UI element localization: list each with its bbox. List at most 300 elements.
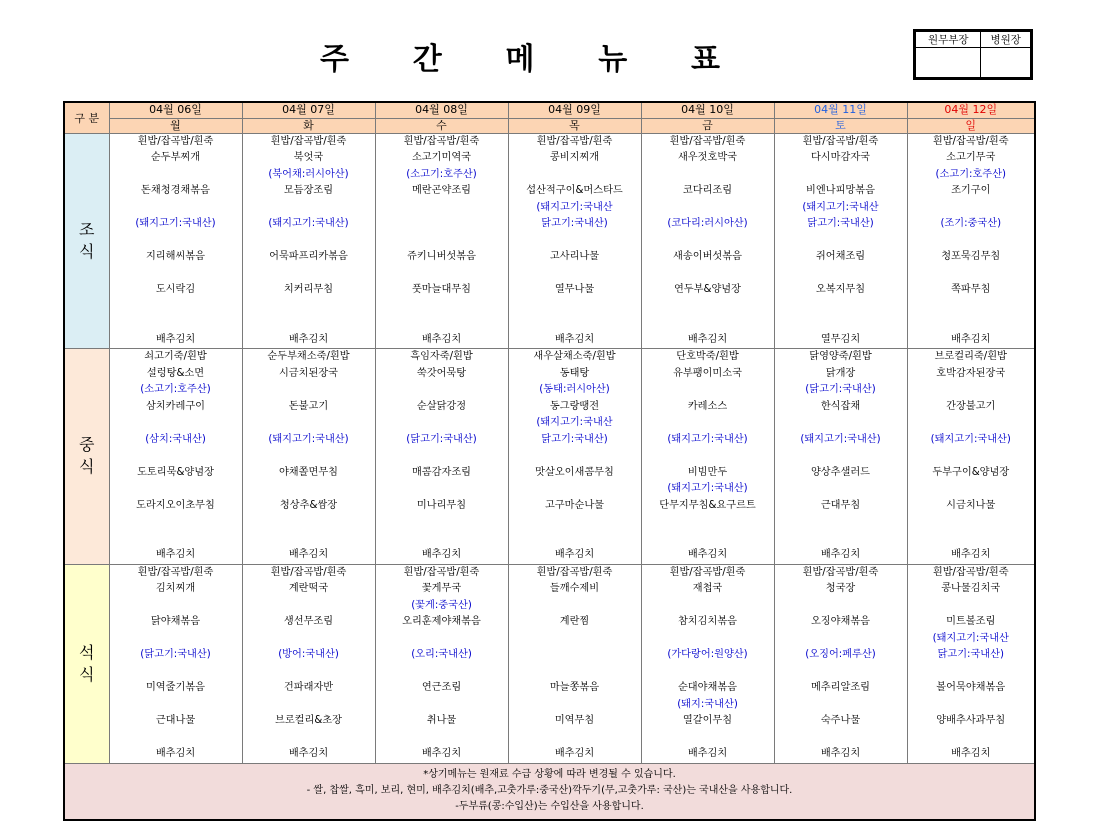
menu-item: 건파래자반 bbox=[283, 682, 334, 693]
spacer bbox=[376, 730, 508, 747]
menu-item: 어묵파프리카볶음 bbox=[269, 251, 348, 262]
spacer bbox=[110, 233, 242, 250]
spacer bbox=[775, 167, 907, 184]
title-char: 간 bbox=[412, 42, 442, 77]
approval-sign-director[interactable] bbox=[981, 48, 1031, 78]
spacer bbox=[642, 631, 774, 648]
menu-item: 돈불고기 bbox=[288, 400, 329, 412]
header-weekday: 목 bbox=[508, 118, 641, 133]
spacer bbox=[775, 415, 907, 432]
menu-item: 흰밥/잡곡밥/흰죽 bbox=[802, 135, 879, 147]
approval-sign-admin[interactable] bbox=[916, 48, 981, 78]
spacer bbox=[775, 448, 907, 465]
menu-item: 두부구이&양념장 bbox=[932, 466, 1010, 478]
menu-item: 배추김치 bbox=[554, 333, 595, 345]
spacer bbox=[243, 233, 375, 250]
spacer bbox=[110, 531, 242, 548]
dinner-row bbox=[64, 564, 1035, 763]
origin-note: (돼지고기:국내산) bbox=[135, 218, 216, 229]
origin-note: (가다랑어:원양산) bbox=[667, 649, 748, 660]
header-weekday-sunday: 일 bbox=[907, 118, 1035, 133]
origin-note: (북어채:러시아산) bbox=[268, 168, 349, 180]
spacer bbox=[775, 730, 907, 747]
spacer bbox=[376, 631, 508, 648]
lunch-cell-day-1 bbox=[109, 349, 242, 565]
menu-item: 닭영양죽/흰밥 bbox=[809, 351, 872, 362]
spacer bbox=[775, 233, 907, 250]
title-char: 뉴 bbox=[598, 42, 628, 77]
header-weekday: 수 bbox=[375, 118, 508, 133]
spacer bbox=[509, 514, 641, 531]
spacer bbox=[376, 697, 508, 714]
origin-note: (돼지고기:국내산 bbox=[536, 201, 613, 213]
title-char: 주 bbox=[320, 42, 349, 77]
menu-item: 참치김치볶음 bbox=[677, 616, 738, 627]
breakfast-cell-day-3 bbox=[375, 133, 508, 349]
menu-item: 코다리조림 bbox=[682, 185, 733, 196]
spacer bbox=[376, 266, 508, 283]
note-line: *상기메뉴는 원재료 수급 상황에 따라 변경될 수 있습니다. bbox=[423, 769, 676, 781]
origin-note: 닭고기:국내산) bbox=[807, 218, 874, 229]
menu-item: 쥐어채조림 bbox=[815, 251, 866, 262]
spacer bbox=[509, 299, 641, 316]
origin-note: 닭고기:국내산) bbox=[937, 649, 1004, 660]
spacer bbox=[243, 382, 375, 399]
header-date: 04월 10일 bbox=[641, 102, 774, 118]
menu-item: 배추김치 bbox=[155, 748, 196, 759]
menu-item: 메추리알조림 bbox=[810, 682, 871, 693]
section-label-lunch: 중 식 bbox=[64, 349, 109, 565]
dinner-cell-day-2 bbox=[242, 564, 375, 763]
spacer bbox=[110, 266, 242, 283]
menu-item: 배추김치 bbox=[951, 748, 991, 759]
menu-item: 맛살오이새콤무침 bbox=[535, 466, 614, 478]
spacer bbox=[243, 664, 375, 681]
spacer bbox=[509, 664, 641, 681]
spacer bbox=[775, 531, 907, 548]
lunch-row bbox=[64, 349, 1035, 565]
header-date-sunday: 04월 12일 bbox=[907, 102, 1035, 118]
menu-item: 마늘쫑볶음 bbox=[549, 682, 600, 693]
menu-item: 배추김치 bbox=[554, 549, 595, 560]
menu-item: 동태탕 bbox=[559, 367, 590, 379]
menu-item: 새우살채소죽/흰밥 bbox=[533, 351, 616, 362]
menu-item: 양배추사과무침 bbox=[936, 715, 1006, 726]
lunch-cell-day-5 bbox=[641, 349, 774, 565]
menu-item: 흰밥/잡곡밥/흰죽 bbox=[270, 566, 347, 578]
menu-item: 재첩국 bbox=[692, 583, 723, 594]
spacer bbox=[110, 514, 242, 531]
origin-note: (돼지고기:국내산) bbox=[930, 433, 1011, 445]
menu-item: 배추김치 bbox=[820, 748, 861, 759]
spacer bbox=[908, 315, 1035, 332]
spacer bbox=[642, 382, 774, 399]
spacer bbox=[775, 631, 907, 648]
spacer bbox=[110, 299, 242, 316]
menu-item: 순살닭강정 bbox=[416, 400, 467, 412]
spacer bbox=[243, 531, 375, 548]
menu-item: 단호박죽/흰밥 bbox=[676, 351, 739, 362]
menu-item: 들깨수제비 bbox=[549, 583, 600, 594]
dinner-cell-day-7 bbox=[907, 564, 1035, 763]
menu-item: 지리해씨볶음 bbox=[145, 251, 206, 262]
menu-item: 매콤감자조림 bbox=[411, 466, 472, 478]
spacer bbox=[376, 448, 508, 465]
dinner-cell-day-6 bbox=[774, 564, 907, 763]
origin-note: (돼지고기:국내산) bbox=[667, 483, 748, 494]
spacer bbox=[509, 631, 641, 648]
menu-item: 닭개장 bbox=[825, 367, 856, 379]
spacer bbox=[110, 200, 242, 217]
header-weekday: 금 bbox=[641, 118, 774, 133]
spacer bbox=[110, 697, 242, 714]
origin-note: (돼지고기:국내산) bbox=[800, 433, 881, 445]
spacer bbox=[509, 233, 641, 250]
spacer bbox=[642, 200, 774, 217]
origin-note: (돼지고기:국내산 bbox=[536, 417, 613, 428]
menu-item: 배추김치 bbox=[554, 748, 595, 759]
origin-note: (돼지고기:국내산) bbox=[268, 218, 349, 229]
menu-item: 닭야채볶음 bbox=[150, 616, 201, 627]
menu-item: 동그랑땡전 bbox=[549, 400, 600, 412]
spacer bbox=[908, 382, 1035, 399]
menu-item: 생선무조림 bbox=[283, 616, 334, 627]
origin-note: (닭고기:국내산) bbox=[406, 433, 477, 445]
menu-item: 볼어묵야채볶음 bbox=[936, 682, 1006, 693]
spacer bbox=[509, 531, 641, 548]
menu-item: 고사리나물 bbox=[549, 251, 600, 262]
origin-note: (닭고기:국내산) bbox=[140, 649, 211, 660]
menu-item: 배추김치 bbox=[288, 748, 329, 759]
origin-note: (소고기:호주산) bbox=[935, 168, 1006, 180]
title-char: 메 bbox=[505, 42, 535, 77]
spacer bbox=[908, 730, 1035, 747]
origin-note: (동태:러시아산) bbox=[539, 384, 610, 395]
page-title bbox=[320, 36, 720, 76]
origin-note: (삼치:국내산) bbox=[145, 433, 206, 445]
spacer bbox=[509, 481, 641, 498]
origin-note: (코다리:러시아산) bbox=[667, 218, 748, 229]
spacer bbox=[642, 730, 774, 747]
menu-item: 꽃게무국 bbox=[421, 583, 462, 594]
menu-item: 연근조림 bbox=[421, 682, 462, 693]
spacer bbox=[908, 697, 1035, 714]
lunch-cell-day-3 bbox=[375, 349, 508, 565]
origin-note: (돼지고기:국내산 bbox=[932, 632, 1009, 644]
header-date: 04월 06일 bbox=[109, 102, 242, 118]
menu-item: 쑥갓어묵탕 bbox=[416, 367, 467, 379]
menu-item: 단무지무침&요구르트 bbox=[659, 499, 756, 511]
menu-item: 비빔만두 bbox=[687, 466, 728, 478]
menu-item: 흰밥/잡곡밥/흰죽 bbox=[403, 566, 480, 578]
breakfast-cell-day-1 bbox=[109, 133, 242, 349]
menu-item: 미역무침 bbox=[554, 715, 595, 726]
menu-item: 흰밥/잡곡밥/흰죽 bbox=[403, 135, 480, 147]
spacer bbox=[243, 697, 375, 714]
spacer bbox=[376, 216, 508, 233]
origin-note: (소고기:호주산) bbox=[140, 384, 211, 395]
menu-item: 도토리묵&양념장 bbox=[137, 466, 214, 478]
origin-note: (돼지:국내산) bbox=[677, 698, 738, 710]
spacer bbox=[243, 448, 375, 465]
menu-item: 배추김치 bbox=[421, 549, 462, 560]
title-char: 표 bbox=[691, 42, 720, 77]
origin-note: 닭고기:국내산) bbox=[541, 218, 608, 229]
menu-item: 순두부채소죽/흰밥 bbox=[267, 351, 350, 362]
menu-item: 메란곤약조림 bbox=[411, 185, 472, 196]
menu-item: 흰밥/잡곡밥/흰죽 bbox=[802, 566, 879, 578]
menu-item: 배추김치 bbox=[288, 333, 329, 345]
spacer bbox=[775, 315, 907, 332]
spacer bbox=[509, 315, 641, 332]
breakfast-cell-day-4 bbox=[508, 133, 641, 349]
menu-item: 조기구이 bbox=[951, 185, 991, 196]
menu-item: 오징야채볶음 bbox=[810, 616, 871, 627]
origin-note: (오징어:페루산) bbox=[805, 649, 876, 660]
spacer bbox=[376, 664, 508, 681]
menu-item: 오리훈제야채볶음 bbox=[402, 616, 481, 627]
menu-item: 카레소스 bbox=[687, 400, 728, 412]
menu-item: 순두부찌개 bbox=[150, 152, 201, 163]
lunch-cell-day-4 bbox=[508, 349, 641, 565]
menu-item: 새우젓호박국 bbox=[677, 152, 738, 163]
spacer bbox=[243, 266, 375, 283]
spacer bbox=[110, 481, 242, 498]
dinner-cell-day-3 bbox=[375, 564, 508, 763]
spacer bbox=[908, 200, 1035, 217]
spacer bbox=[908, 233, 1035, 250]
menu-item: 미역줄기볶음 bbox=[145, 682, 206, 693]
spacer bbox=[908, 415, 1035, 432]
menu-item: 연두부&양념장 bbox=[674, 284, 741, 295]
section-label-breakfast: 조 식 bbox=[64, 133, 109, 349]
spacer bbox=[908, 598, 1035, 615]
spacer bbox=[775, 598, 907, 615]
spacer bbox=[642, 514, 774, 531]
spacer bbox=[775, 514, 907, 531]
spacer bbox=[243, 415, 375, 432]
spacer bbox=[376, 233, 508, 250]
spacer bbox=[376, 514, 508, 531]
menu-item: 섭산적구이&머스타드 bbox=[526, 185, 623, 196]
spacer bbox=[908, 514, 1035, 531]
spacer bbox=[509, 730, 641, 747]
header-gubun: 구 분 bbox=[64, 102, 109, 133]
origin-note: (돼지고기:국내산) bbox=[268, 433, 349, 445]
menu-item: 열무나물 bbox=[554, 284, 595, 295]
spacer bbox=[775, 664, 907, 681]
menu-item: 흰밥/잡곡밥/흰죽 bbox=[137, 566, 214, 578]
lunch-cell-day-2 bbox=[242, 349, 375, 565]
spacer bbox=[110, 730, 242, 747]
spacer bbox=[509, 697, 641, 714]
origin-note: (소고기:호주산) bbox=[406, 168, 477, 180]
header-weekday: 화 bbox=[242, 118, 375, 133]
approval-box bbox=[913, 29, 1033, 80]
menu-item: 치커리무침 bbox=[283, 284, 334, 295]
menu-item: 청상추&쌈장 bbox=[279, 499, 338, 511]
spacer bbox=[376, 382, 508, 399]
menu-item: 오복지무침 bbox=[815, 284, 866, 295]
spacer bbox=[376, 200, 508, 217]
menu-item: 배추김치 bbox=[421, 748, 462, 759]
menu-item: 브로컬리죽/흰밥 bbox=[934, 351, 1007, 362]
approval-label-director: 병원장 bbox=[981, 32, 1031, 48]
lunch-cell-day-6 bbox=[774, 349, 907, 565]
menu-item: 콩나물김치국 bbox=[941, 583, 1001, 594]
spacer bbox=[110, 664, 242, 681]
spacer bbox=[775, 481, 907, 498]
spacer bbox=[110, 167, 242, 184]
menu-item: 취나물 bbox=[426, 715, 457, 726]
spacer bbox=[110, 598, 242, 615]
notes-footer bbox=[64, 763, 1035, 820]
menu-item: 흰밥/잡곡밥/흰죽 bbox=[932, 135, 1009, 147]
origin-note: (오리:국내산) bbox=[411, 649, 472, 660]
header-date: 04월 07일 bbox=[242, 102, 375, 118]
spacer bbox=[243, 631, 375, 648]
menu-item: 풋마늘대무침 bbox=[411, 284, 472, 295]
menu-item: 배추김치 bbox=[951, 549, 991, 560]
menu-item: 배추김치 bbox=[687, 748, 728, 759]
breakfast-cell-day-2 bbox=[242, 133, 375, 349]
spacer bbox=[775, 266, 907, 283]
menu-item: 열무김치 bbox=[820, 333, 861, 345]
breakfast-row bbox=[64, 133, 1035, 349]
breakfast-cell-day-6 bbox=[774, 133, 907, 349]
menu-item: 비엔나피망볶음 bbox=[806, 185, 875, 196]
spacer bbox=[642, 664, 774, 681]
menu-item: 배추김치 bbox=[288, 549, 329, 560]
origin-note: (꽃게:중국산) bbox=[411, 599, 472, 611]
spacer bbox=[243, 598, 375, 615]
spacer bbox=[642, 167, 774, 184]
menu-item: 청포묵김무침 bbox=[941, 251, 1001, 262]
spacer bbox=[908, 448, 1035, 465]
spacer bbox=[908, 664, 1035, 681]
menu-item: 배추김치 bbox=[687, 333, 728, 345]
menu-item: 청국장 bbox=[825, 583, 856, 594]
menu-item: 흰밥/잡곡밥/흰죽 bbox=[137, 135, 214, 147]
spacer bbox=[642, 266, 774, 283]
menu-item: 야채쫄면무침 bbox=[278, 466, 339, 478]
dinner-cell-day-5 bbox=[641, 564, 774, 763]
menu-item: 다시마감자국 bbox=[810, 152, 871, 163]
spacer bbox=[243, 299, 375, 316]
spacer bbox=[376, 415, 508, 432]
breakfast-cell-day-7 bbox=[907, 133, 1035, 349]
section-label-dinner: 석 식 bbox=[64, 564, 109, 763]
menu-item: 브로컬리&초장 bbox=[275, 715, 342, 726]
spacer bbox=[376, 531, 508, 548]
menu-item: 콩비지찌개 bbox=[549, 152, 600, 163]
dinner-cell-day-1 bbox=[109, 564, 242, 763]
spacer bbox=[642, 315, 774, 332]
menu-item: 양상추샐러드 bbox=[810, 466, 871, 478]
spacer bbox=[775, 697, 907, 714]
menu-item: 흰밥/잡곡밥/흰죽 bbox=[536, 135, 613, 147]
menu-item: 근대무침 bbox=[820, 499, 861, 511]
menu-item: 배추김치 bbox=[421, 333, 462, 345]
menu-item: 흰밥/잡곡밥/흰죽 bbox=[270, 135, 347, 147]
spacer bbox=[243, 514, 375, 531]
menu-item: 근대나물 bbox=[155, 715, 196, 726]
menu-item: 호박감자된장국 bbox=[936, 367, 1006, 379]
menu-item: 시금치나물 bbox=[946, 499, 996, 511]
menu-item: 흑임자죽/흰밥 bbox=[410, 351, 473, 362]
menu-item: 고구마순나물 bbox=[544, 499, 605, 511]
menu-item: 설렁탕&소면 bbox=[146, 367, 205, 379]
spacer bbox=[110, 415, 242, 432]
origin-note: (닭고기:국내산) bbox=[805, 384, 876, 395]
menu-item: 미트볼조림 bbox=[946, 616, 996, 627]
menu-item: 북엇국 bbox=[293, 152, 324, 163]
menu-item: 흰밥/잡곡밥/흰죽 bbox=[536, 566, 613, 578]
header-date-saturday: 04월 11일 bbox=[774, 102, 907, 118]
header-weekday: 월 bbox=[109, 118, 242, 133]
menu-item: 간장불고기 bbox=[946, 400, 996, 412]
menu-item: 돈채청경채볶음 bbox=[141, 185, 210, 196]
menu-item: 모듬장조림 bbox=[283, 185, 334, 196]
menu-item: 김치찌개 bbox=[155, 583, 196, 594]
spacer bbox=[642, 299, 774, 316]
spacer bbox=[509, 647, 641, 664]
header-date: 04월 09일 bbox=[508, 102, 641, 118]
spacer bbox=[110, 448, 242, 465]
note-line: - 쌀, 찹쌀, 흑미, 보리, 현미, 배추김치(배추,고춧가루:중국산)깍두기(무,고춧가루: 국산)는 국내산을 사용합니다. bbox=[306, 785, 793, 797]
menu-item: 흰밥/잡곡밥/흰죽 bbox=[669, 566, 746, 578]
spacer bbox=[908, 266, 1035, 283]
spacer bbox=[775, 299, 907, 316]
menu-item: 쇠고기죽/흰밥 bbox=[144, 351, 207, 362]
menu-item: 열갈이무침 bbox=[682, 715, 733, 726]
menu-item: 흰밥/잡곡밥/흰죽 bbox=[669, 135, 746, 147]
spacer bbox=[243, 730, 375, 747]
menu-item: 배추김치 bbox=[951, 333, 991, 345]
menu-item: 계란찜 bbox=[559, 616, 590, 627]
weekly-menu-table bbox=[63, 101, 1036, 821]
menu-item: 흰밥/잡곡밥/흰죽 bbox=[932, 566, 1009, 578]
spacer bbox=[908, 481, 1035, 498]
spacer bbox=[908, 299, 1035, 316]
origin-note: (돼지고기:국내산 bbox=[802, 201, 879, 213]
spacer bbox=[908, 531, 1035, 548]
menu-item: 소고기미역국 bbox=[411, 152, 472, 163]
menu-item: 도라지오이초무침 bbox=[136, 499, 215, 511]
spacer bbox=[642, 531, 774, 548]
spacer bbox=[110, 315, 242, 332]
menu-item: 계란떡국 bbox=[288, 583, 329, 594]
menu-item: 유부팽이미소국 bbox=[673, 367, 742, 379]
menu-item: 순대야채볶음 bbox=[677, 682, 738, 693]
spacer bbox=[243, 481, 375, 498]
menu-item: 새송이버섯볶음 bbox=[673, 251, 742, 262]
header-weekday-saturday: 토 bbox=[774, 118, 907, 133]
note-line: -두부류(콩:수입산)는 수입산을 사용합니다. bbox=[455, 801, 644, 813]
spacer bbox=[509, 598, 641, 615]
menu-item: 숙주나물 bbox=[820, 715, 861, 726]
spacer bbox=[509, 448, 641, 465]
spacer bbox=[376, 481, 508, 498]
menu-item: 시금치된장국 bbox=[278, 367, 339, 379]
menu-item: 도시락김 bbox=[155, 284, 196, 295]
spacer bbox=[376, 315, 508, 332]
spacer bbox=[243, 200, 375, 217]
menu-item: 배추김치 bbox=[155, 333, 196, 345]
spacer bbox=[376, 299, 508, 316]
menu-item: 쥬키니버섯볶음 bbox=[407, 251, 476, 262]
menu-item: 삼치카레구이 bbox=[145, 400, 206, 412]
